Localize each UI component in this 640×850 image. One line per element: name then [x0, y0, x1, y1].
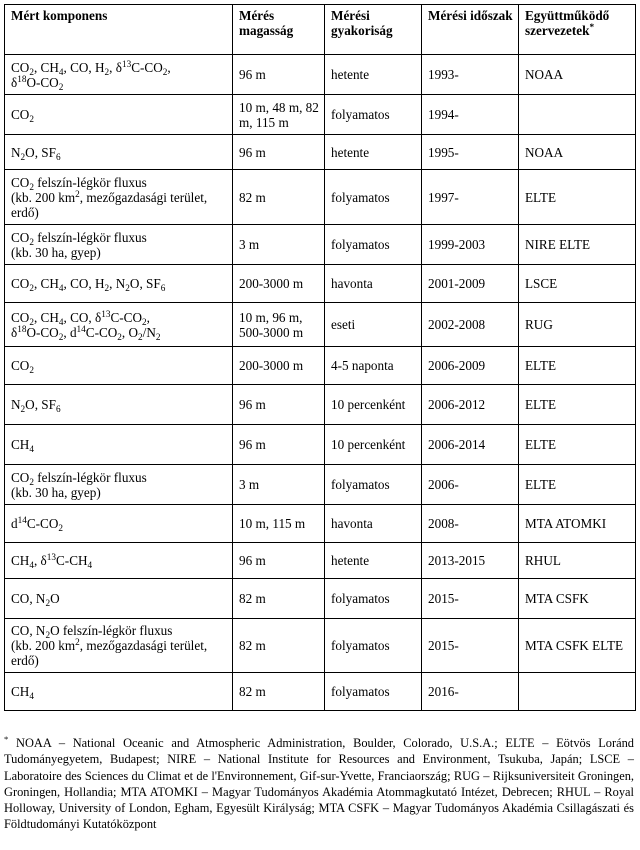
measurement-table [4, 4, 636, 711]
cell-component: $CO_2$ felszín-légkör fluxus (kb. 30 ha, gyep) [5, 465, 233, 505]
table-row [5, 303, 636, 347]
table-row [5, 170, 636, 225]
footnote-text: NOAA – National Oceanic and Atmospheric Administration, Boulder, Colorado, U.S.A.; ELTE – Eötvös Loránd Tudományegyetem, Budapest; NIRE – National Institute for Resources and Environment, Tsukuba, Japán; LSCE – Laboratoire des Sciences du Climat et de l'Environnement, Gif-sur-Yvette, Franciaország; RUG – Rijksuniversiteit Groningen, Groningen, Hollandia; MTA ATOMKI – Magyar Tudományos Akadémia Atommagkutató Intézet, Debrecen; RHUL – Royal Holloway, University of London, Egham, Egyesült Királyság; MTA CSFK – Magyar Tudományos Akadémia Csillagászati és Földtudományi Kutatóközpont [4, 736, 634, 832]
cell-partners: MTA ATOMKI [519, 505, 636, 543]
cell-period: 2006-2009 [422, 347, 519, 385]
table-row [5, 347, 636, 385]
cell-component: $CO_2$, $CH_4$, CO, $H_2$, $N_2O$, $SF_6$ [5, 265, 233, 303]
cell-partners: ELTE [519, 425, 636, 465]
cell-frequency: folyamatos [325, 465, 422, 505]
cell-component: $CH_4$ [5, 673, 233, 711]
cell-height: 200-3000 m [233, 347, 325, 385]
table-row [5, 95, 636, 135]
cell-height: 82 m [233, 673, 325, 711]
cell-period: 1999-2003 [422, 225, 519, 265]
cell-partners: NIRE ELTE [519, 225, 636, 265]
cell-component: $N_2O$, $SF_6$ [5, 385, 233, 425]
cell-component: $N_2O$, $SF_6$ [5, 135, 233, 170]
table-row [5, 55, 636, 95]
cell-height: 96 m [233, 425, 325, 465]
cell-frequency: havonta [325, 265, 422, 303]
cell-frequency: hetente [325, 135, 422, 170]
cell-component: CO, $N_2O$ [5, 579, 233, 619]
cell-partners: LSCE [519, 265, 636, 303]
cell-frequency: hetente [325, 543, 422, 579]
cell-frequency: eseti [325, 303, 422, 347]
footnote-mark: * [4, 734, 9, 744]
cell-period: 2015- [422, 579, 519, 619]
cell-period: 2002-2008 [422, 303, 519, 347]
cell-component: $CO_2$ felszín-légkör fluxus (kb. 30 ha, gyep) [5, 225, 233, 265]
cell-height: 96 m [233, 55, 325, 95]
cell-height: 3 m [233, 465, 325, 505]
table-row [5, 135, 636, 170]
cell-partners: ELTE [519, 465, 636, 505]
cell-component: $CO_2$, $CH_4$, CO, $\delta^{13}C-CO_2$, $\delta^{18}O-CO_2$, $d^{14}C-CO_2$, $O_2/N_2$ [5, 303, 233, 347]
cell-height: 96 m [233, 385, 325, 425]
header-partners-label: Együttműködő szervezetek [525, 8, 610, 38]
cell-height: 82 m [233, 170, 325, 225]
cell-frequency: havonta [325, 505, 422, 543]
header-height: Mérés magasság [233, 5, 325, 55]
cell-partners: NOAA [519, 55, 636, 95]
cell-frequency: folyamatos [325, 170, 422, 225]
cell-frequency: hetente [325, 55, 422, 95]
cell-component: $CO_2$ [5, 347, 233, 385]
cell-period: 2001-2009 [422, 265, 519, 303]
cell-partners: MTA CSFK [519, 579, 636, 619]
cell-component: $CO_2$ felszín-légkör fluxus (kb. 200 $km^2$, mezőgazdasági terület, erdő) [5, 170, 233, 225]
cell-frequency: 10 percenként [325, 385, 422, 425]
table-row [5, 265, 636, 303]
cell-period: 1993- [422, 55, 519, 95]
cell-frequency: 4-5 naponta [325, 347, 422, 385]
table-row [5, 465, 636, 505]
cell-height: 96 m [233, 543, 325, 579]
table-row [5, 385, 636, 425]
cell-frequency: folyamatos [325, 673, 422, 711]
table-row [5, 505, 636, 543]
header-component: Mért komponens [5, 5, 233, 55]
cell-component: $CO_2$, $CH_4$, CO, $H_2$, $\delta^{13}C-CO_2$, $\delta^{18}O-CO_2$ [5, 55, 233, 95]
cell-period: 1995- [422, 135, 519, 170]
cell-height: 82 m [233, 619, 325, 673]
table-row [5, 425, 636, 465]
table-row [5, 673, 636, 711]
cell-partners [519, 95, 636, 135]
cell-height: 82 m [233, 579, 325, 619]
cell-partners: RUG [519, 303, 636, 347]
cell-frequency: folyamatos [325, 95, 422, 135]
header-partners [519, 5, 636, 55]
cell-partners: ELTE [519, 347, 636, 385]
cell-period: 1997- [422, 170, 519, 225]
cell-component: $CH_4$ [5, 425, 233, 465]
header-frequency: Mérési gyakoriság [325, 5, 422, 55]
cell-period: 2013-2015 [422, 543, 519, 579]
cell-frequency: folyamatos [325, 579, 422, 619]
table-row [5, 579, 636, 619]
cell-component: $d^{14}C-CO_2$ [5, 505, 233, 543]
cell-partners: MTA CSFK ELTE [519, 619, 636, 673]
cell-period: 1994- [422, 95, 519, 135]
cell-partners [519, 673, 636, 711]
cell-period: 2008- [422, 505, 519, 543]
cell-partners: ELTE [519, 385, 636, 425]
cell-partners: NOAA [519, 135, 636, 170]
cell-component: CO, $N_2O$ felszín-légkör fluxus (kb. 200 $km^2$, mezőgazdasági terület, erdő) [5, 619, 233, 673]
cell-period: 2006-2012 [422, 385, 519, 425]
cell-frequency: folyamatos [325, 225, 422, 265]
cell-frequency: 10 percenként [325, 425, 422, 465]
cell-component: $CO_2$ [5, 95, 233, 135]
cell-period: 2015- [422, 619, 519, 673]
cell-partners: ELTE [519, 170, 636, 225]
footnote-marker: * [589, 22, 595, 32]
cell-period: 2006- [422, 465, 519, 505]
cell-component: $CH_4$, $\delta^{13}C-CH_4$ [5, 543, 233, 579]
cell-height: 10 m, 48 m, 82 m, 115 m [233, 95, 325, 135]
cell-height: 3 m [233, 225, 325, 265]
table-row [5, 619, 636, 673]
cell-height: 200-3000 m [233, 265, 325, 303]
cell-partners: RHUL [519, 543, 636, 579]
header-period: Mérési időszak [422, 5, 519, 55]
table-row [5, 225, 636, 265]
cell-period: 2006-2014 [422, 425, 519, 465]
table-header-row [5, 5, 636, 55]
cell-height: 10 m, 96 m, 500-3000 m [233, 303, 325, 347]
table-row [5, 543, 636, 579]
footnote [4, 735, 634, 833]
cell-period: 2016- [422, 673, 519, 711]
cell-height: 10 m, 115 m [233, 505, 325, 543]
cell-frequency: folyamatos [325, 619, 422, 673]
cell-height: 96 m [233, 135, 325, 170]
